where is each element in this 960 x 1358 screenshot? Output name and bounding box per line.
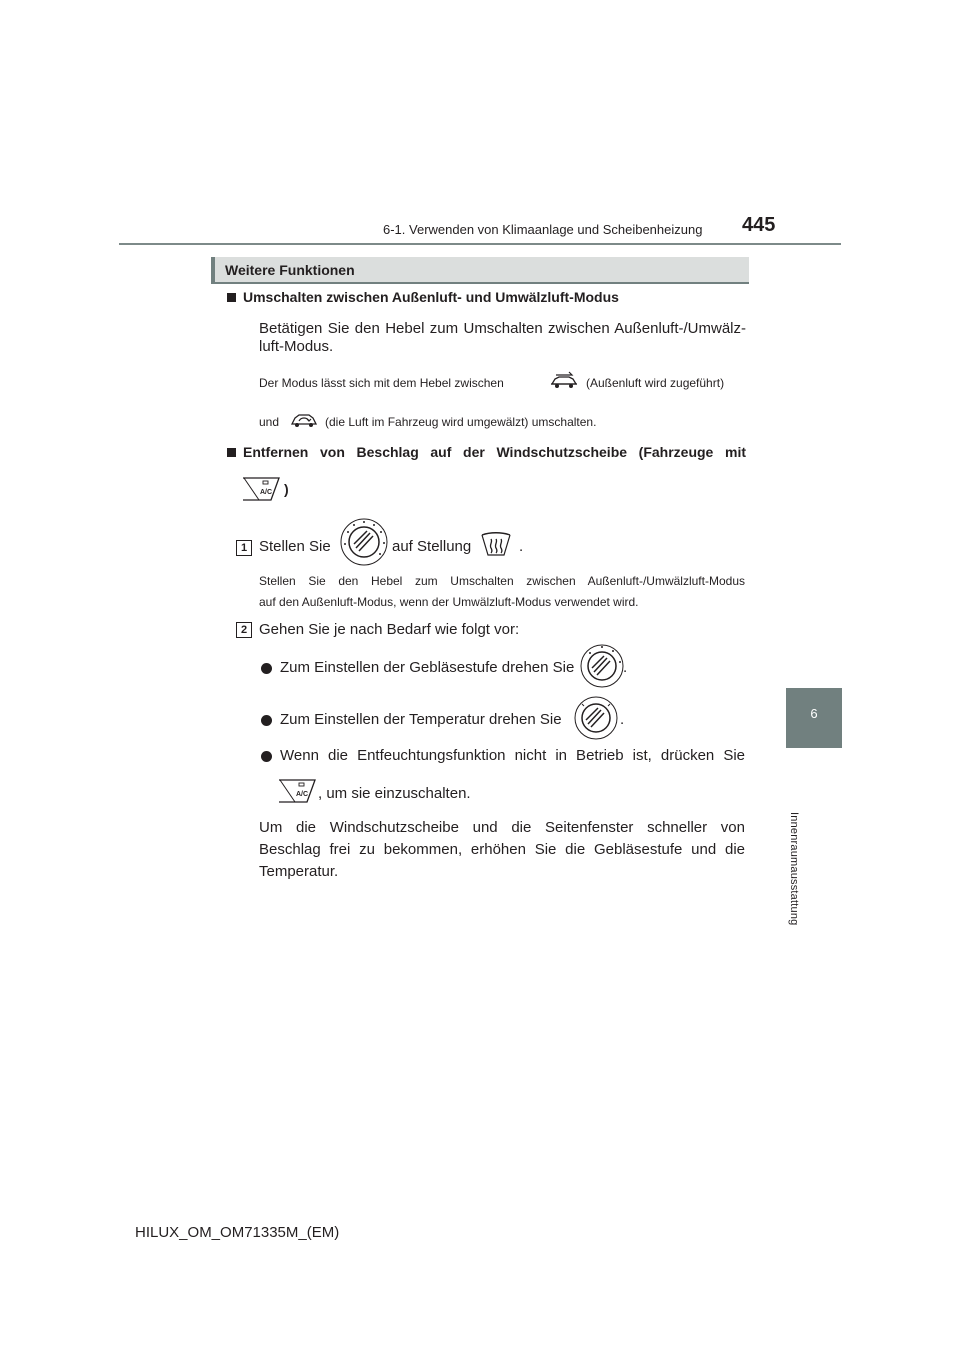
ac-label: A/C [260,489,273,496]
windshield-defog-icon [480,531,512,557]
section-divider [211,282,749,284]
block2-heading-line1: Entfernen von Beschlag auf der Windschutzscheibe (Fahrzeuge mit [243,444,746,460]
step1-note-line1: Stellen Sie den Hebel zum Umschalten zwischen Außenluft-/Umwälzluft-Modus [259,574,745,588]
block1-note-line2-b: (die Luft im Fahrzeug wird umgewälzt) umschalten. [325,415,597,429]
mode-dial-icon [340,518,388,566]
heading-bullet [227,293,236,302]
bullet-dot [261,663,272,674]
document-code: HILUX_OM_OM71335M_(EM) [135,1224,340,1241]
block2-heading-close: ) [284,481,289,497]
bullet-dot [261,751,272,762]
step-number-2: 2 [236,622,252,638]
fan-speed-dial-icon [580,644,624,688]
section-title: Weitere Funktionen [225,262,355,278]
fresh-air-icon [549,371,579,391]
closing-line2: Beschlag frei zu bekommen, erhöhen Sie die Gebläsestufe und die [259,841,745,858]
page-number: 445 [742,214,776,236]
page-header-title: 6-1. Verwenden von Klimaanlage und Scheibenheizung [383,222,703,237]
heading-bullet [227,448,236,457]
ac-label: A/C [296,791,309,798]
chapter-tab [786,688,842,748]
bullet-dot [261,715,272,726]
section-heading-bar [211,257,749,283]
step1-text-c: . [519,538,524,555]
section-accent [211,257,215,283]
step2-bullet1-text: Zum Einstellen der Gebläsestufe drehen Sie [280,659,575,676]
block1-body-line1: Betätigen Sie den Hebel zum Umschalten zwischen Außenluft-/Umwälz- [259,320,746,337]
block1-body-line2: luft-Modus. [259,338,334,355]
block1-note-line1-a: Der Modus lässt sich mit dem Hebel zwischen [259,376,504,390]
block1-note-line2-a: und [259,415,280,429]
header-divider [119,243,841,245]
step1-text-b: auf Stellung [392,538,472,555]
closing-line3: Temperatur. [259,863,339,880]
step-number-1: 1 [236,540,252,556]
block1-note-line1-b: (Außenluft wird zugeführt) [586,376,725,390]
step2-bullet2-text: Zum Einstellen der Temperatur drehen Sie [280,711,562,728]
step1-note-line2: auf den Außenluft-Modus, wenn der Umwälzluft-Modus verwendet wird. [259,595,639,609]
closing-line1: Um die Windschutzscheibe und die Seitenfenster schneller von [259,819,745,836]
step1-text-a: Stellen Sie [259,538,331,555]
recirculation-icon [289,410,319,430]
step2-bullet1-end: . [623,659,628,676]
chapter-label: Innenraumausstattung [788,812,800,926]
step2-bullet3-line1: Wenn die Entfeuchtungsfunktion nicht in Betrieb ist, drücken Sie [280,747,745,764]
chapter-number: 6 [810,706,818,721]
ac-button-icon [277,778,317,804]
ac-button-icon [241,476,281,502]
temperature-dial-icon [574,696,618,740]
block1-heading: Umschalten zwischen Außenluft- und Umwälzluft-Modus [243,289,619,305]
step2-bullet2-end: . [620,711,625,728]
step2-bullet3-line2: , um sie einzuschalten. [318,785,471,802]
step2-text: Gehen Sie je nach Bedarf wie folgt vor: [259,621,520,638]
